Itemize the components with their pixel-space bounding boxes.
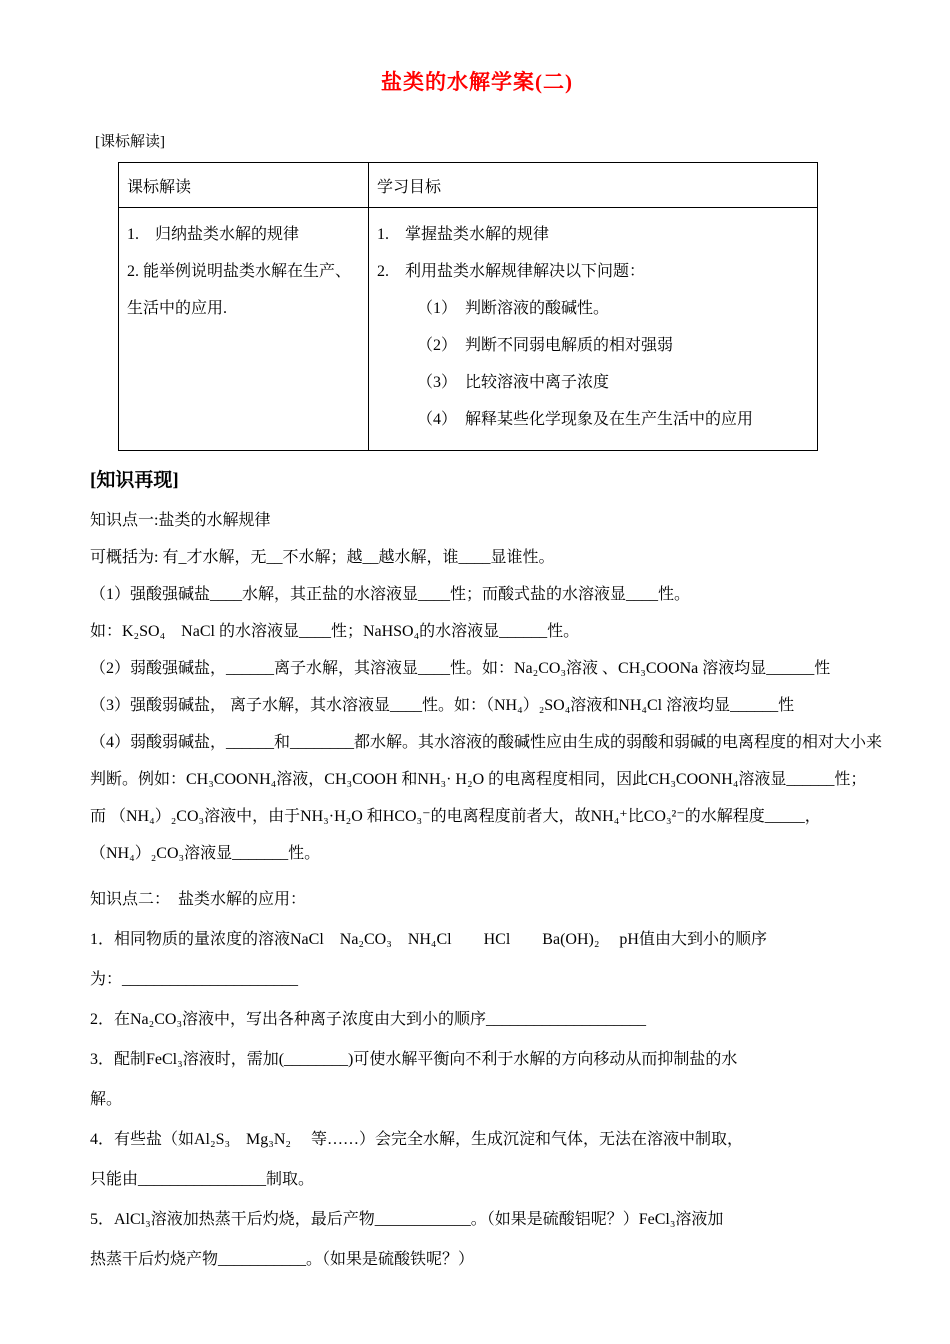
point2-question-line: 4．有些盐（如Al₂S₃ Mg₃N₂ 等……）会完全水解，生成沉淀和气体，无法在溶液中制取，: [90, 1131, 743, 1148]
knowledge-heading: [知识再现]: [90, 470, 179, 491]
point1-summary-line: 可概括为: 有_才水解，无__不水解；越__越水解，谁____显谁性。: [90, 549, 555, 566]
point1-rule-line: （NH₄）₂CO₃溶液显_______性。: [90, 845, 321, 862]
point2-question-line: 热蒸干后灼烧产物___________。（如果是硫酸铁呢？）: [90, 1251, 475, 1268]
knowledge-point2-section: [90, 872, 864, 1280]
point2-answer-blank: 只能由________________制取。: [90, 1171, 315, 1188]
point2-question-line: 3．配制FeCl₃溶液时，需加(________)可使水解平衡向不利于水解的方向移动从而抑制盐的水: [90, 1051, 738, 1068]
goal-subitem: （3） 比较溶液中离子浓度: [417, 374, 610, 391]
point2-title: 知识点二： 盐类水解的应用：: [90, 891, 307, 908]
point1-title: 知识点一:盐类的水解规律: [90, 512, 271, 529]
point2-answer-blank: 为：______________________: [90, 971, 299, 988]
curriculum-item: 1. 归纳盐类水解的规律: [127, 226, 300, 243]
point2-question-line: 解。: [90, 1091, 123, 1108]
objectives-table-cell-right: [369, 208, 818, 451]
objectives-table-cell-left: [119, 208, 369, 451]
point2-question-line: 2．在Na₂CO₃溶液中，写出各种离子浓度由大到小的顺序____________________: [90, 1011, 647, 1028]
point1-rule-line: （4）弱酸弱碱盐，______和________都水解。其水溶液的酸碱性应由生成的弱酸和弱碱的电离程度的相对大小来: [90, 734, 883, 751]
objectives-table: [118, 162, 818, 451]
objectives-table-body-row: [119, 208, 818, 451]
goal-item: 1. 掌握盐类水解的规律: [377, 226, 550, 243]
goal-item: 2. 利用盐类水解规律解决以下问题：: [377, 263, 646, 280]
goal-subitem: （1） 判断溶液的酸碱性。: [417, 300, 610, 317]
point2-question-line: 1．相同物质的量浓度的溶液NaCl Na₂CO₃ NH₄Cl HCl Ba(OH)₂ pH值由大到小的顺序: [90, 931, 767, 948]
point1-rule-line: 判断。例如：CH₃COONH₄溶液，CH₃COOH 和NH₃· H₂O 的电离程度相同，因此CH₃COONH₄溶液显______性；: [90, 771, 867, 788]
objectives-table-header-right: 学习目标: [369, 163, 818, 208]
point1-rule-line: （3）强酸弱碱盐， 离子水解，其水溶液显____性。如：（NH₄）₂SO₄溶液和NH₄Cl 溶液均显______性: [90, 697, 795, 714]
objectives-table-header-row: [119, 163, 818, 208]
page-title: 盐类的水解学案(二): [381, 70, 573, 94]
knowledge-point1-section: [90, 502, 883, 872]
point1-rule-line: （2）弱酸强碱盐，______离子水解，其溶液显____性。如：Na₂CO₃溶液 、CH₃COONa 溶液均显______性: [90, 660, 831, 677]
point1-rule-line: 而 （NH₄）₂CO₃溶液中，由于NH₃·H₂O 和HCO₃⁻的电离程度前者大，故NH₄⁺比CO₃²⁻的水解程度_____，: [90, 808, 821, 825]
curriculum-label: [课标解读]: [95, 134, 165, 150]
objectives-table-header-left: 课标解读: [119, 163, 369, 208]
goal-subitem: （4） 解释某些化学现象及在生产生活中的应用: [417, 411, 754, 428]
goal-subitem: （2） 判断不同弱电解质的相对强弱: [417, 337, 674, 354]
point1-rule-line: （1）强酸强碱盐____水解，其正盐的水溶液显____性；而酸式盐的水溶液显____性。: [90, 586, 691, 603]
point1-example-line: 如：K₂SO₄ NaCl 的水溶液显____性；NaHSO₄的水溶液显______性。: [90, 623, 580, 640]
curriculum-item: 2. 能举例说明盐类水解在生产、生活中的应用.: [127, 263, 352, 317]
point2-question-line: 5．AlCl₃溶液加热蒸干后灼烧，最后产物____________。（如果是硫酸铝呢？）FeCl₃溶液加: [90, 1211, 724, 1228]
